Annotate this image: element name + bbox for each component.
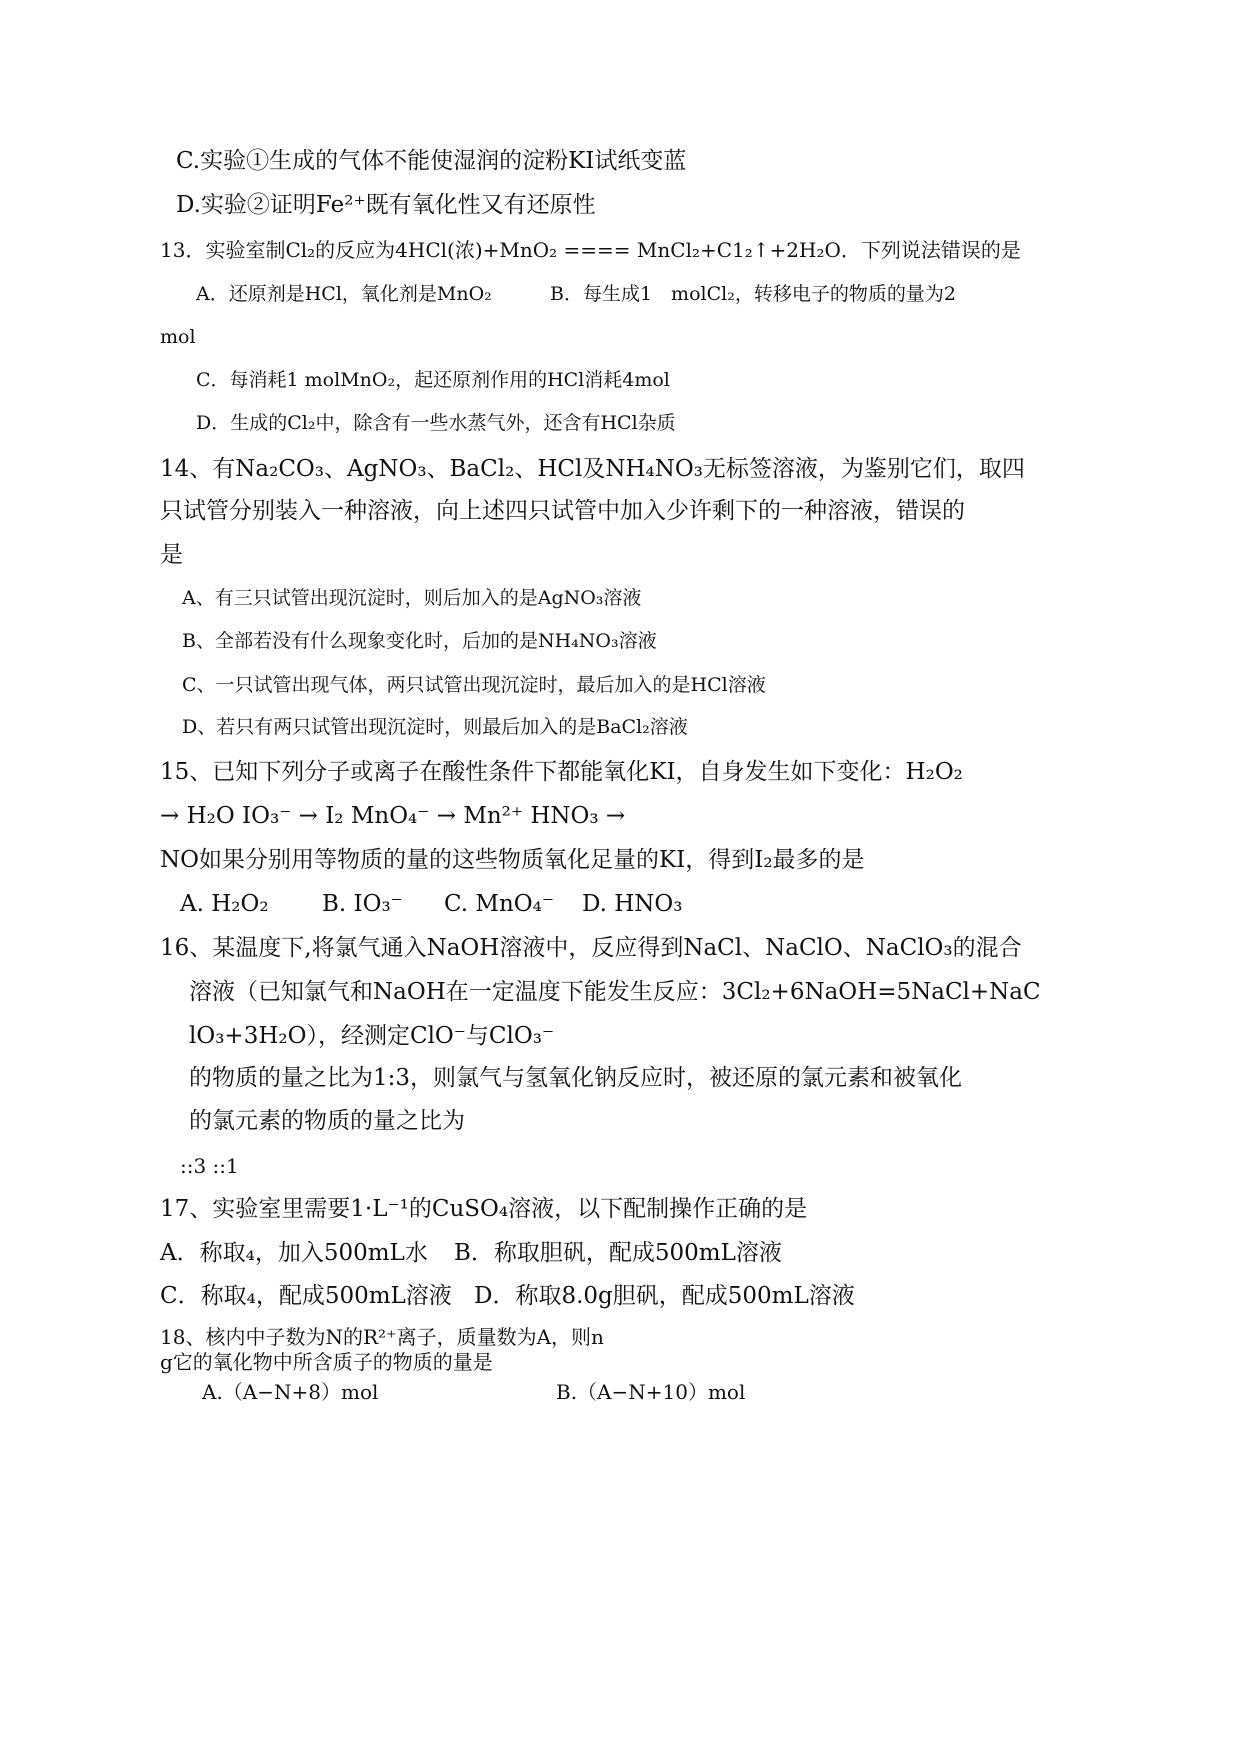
q13-option-b-cont: mol: [160, 326, 196, 348]
q18-stem-1: 18、核内中子数为N的R²⁺离子，质量数为A，则n: [160, 1325, 604, 1349]
q13-option-d: D．生成的Cl₂中，除含有一些水蒸气外，还含有HCl杂质: [196, 412, 676, 434]
q15-option-b: B. IO₃⁻: [322, 891, 403, 917]
q13-option-a: A．还原剂是HCl，氧化剂是MnO₂: [196, 283, 492, 305]
q12-option-d: D.实验②证明Fe²⁺既有氧化性又有还原性: [176, 192, 596, 218]
q13-stem: 13．实验室制Cl₂的反应为4HCl(浓)+MnO₂ ==== MnCl₂+C1₂↑+2H₂O．下列说法错误的是: [160, 238, 1021, 262]
q16-stem-4: 的物质的量之比为1:3，则氯气与氢氧化钠反应时，被还原的氯元素和被氧化: [189, 1065, 963, 1091]
q13-option-b: B．每生成1 molCl₂，转移电子的物质的量为2: [550, 283, 956, 305]
q14-option-d: D、若只有两只试管出现沉淀时，则最后加入的是BaCl₂溶液: [182, 716, 688, 738]
q15-option-a: A. H₂O₂: [180, 891, 269, 917]
q14-option-c: C、一只试管出现气体，两只试管出现沉淀时，最后加入的是HCl溶液: [182, 674, 766, 696]
q14-stem-2: 只试管分别装入一种溶液，向上述四只试管中加入少许剩下的一种溶液，错误的: [160, 498, 965, 524]
q15-stem-2: → H₂O IO₃⁻ → I₂ MnO₄⁻ → Mn²⁺ HNO₃ →: [160, 803, 626, 829]
q16-stem-3: lO₃+3H₂O），经测定ClO⁻与ClO₃⁻: [189, 1023, 555, 1049]
q17-option-b: B．称取胆矾，配成500mL溶液: [454, 1240, 782, 1266]
q16-stem-2: 溶液（已知氯气和NaOH在一定温度下能发生反应：3Cl₂+6NaOH=5NaCl+NaC: [189, 979, 1041, 1005]
q13-option-c: C．每消耗1 molMnO₂，起还原剂作用的HCl消耗4mol: [196, 369, 670, 391]
q16-options: ::3 ::1: [180, 1154, 239, 1178]
q15-stem-1: 15、已知下列分子或离子在酸性条件下都能氧化KI，自身发生如下变化：H₂O₂: [160, 759, 963, 785]
q15-stem-3: NO如果分别用等物质的量的这些物质氧化足量的KI，得到I₂最多的是: [160, 847, 865, 873]
q14-option-a: A、有三只试管出现沉淀时，则后加入的是AgNO₃溶液: [182, 587, 642, 609]
q18-stem-2: g它的氧化物中所含质子的物质的量是: [160, 1350, 493, 1374]
q14-stem-3: 是: [160, 542, 183, 568]
q15-option-d: D. HNO₃: [582, 891, 683, 917]
q15-option-c: C. MnO₄⁻: [444, 891, 554, 917]
q17-option-c: C．称取₄，配成500mL溶液: [160, 1283, 452, 1309]
q17-option-d: D．称取8.0g胆矾，配成500mL溶液: [474, 1283, 855, 1309]
q16-stem-1: 16、某温度下,将氯气通入NaOH溶液中，反应得到NaCl、NaClO、NaClO₃的混合: [160, 935, 1022, 961]
q16-stem-5: 的氯元素的物质的量之比为: [189, 1108, 465, 1134]
q12-option-c: C.实验①生成的气体不能使湿润的淀粉KI试纸变蓝: [176, 148, 687, 174]
q17-stem: 17、实验室里需要1·L⁻¹的CuSO₄溶液，以下配制操作正确的是: [160, 1196, 808, 1222]
q14-stem-1: 14、有Na₂CO₃、AgNO₃、BaCl₂、HCl及NH₄NO₃无标签溶液，为鉴别它们，取四: [160, 456, 1025, 482]
q17-option-a: A．称取₄，加入500mL水: [160, 1240, 428, 1266]
q18-option-b: B.（A−N+10）mol: [556, 1380, 746, 1404]
q18-option-a: A.（A−N+8）mol: [202, 1380, 379, 1404]
q14-option-b: B、全部若没有什么现象变化时，后加的是NH₄NO₃溶液: [182, 630, 657, 652]
